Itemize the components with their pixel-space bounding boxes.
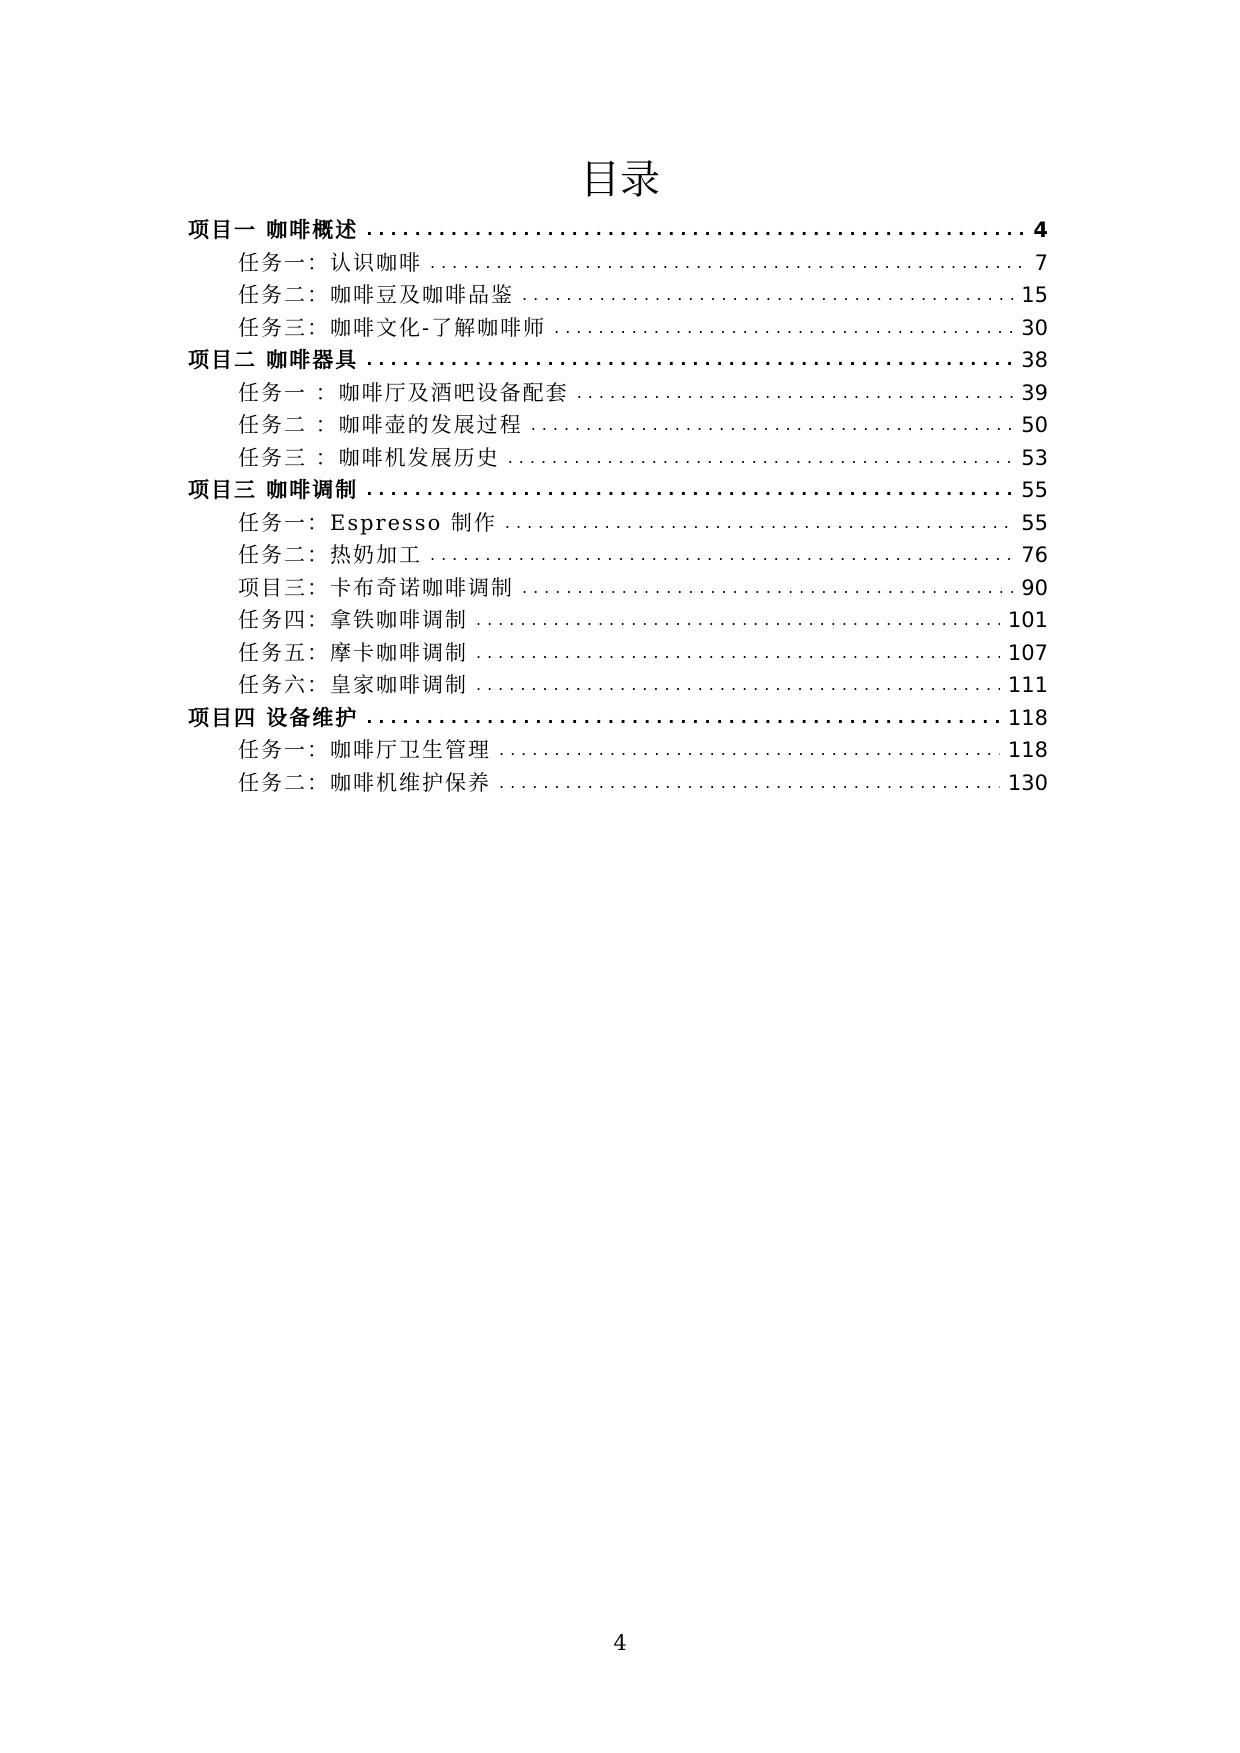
toc-entry-label: 任务二：咖啡豆及咖啡品鉴 [238, 283, 514, 308]
toc-entry-project-1[interactable] [188, 214, 1048, 247]
toc-entry-page: 118 [1007, 738, 1048, 763]
dot-leader [499, 767, 1000, 799]
toc-entry-page: 55 [1021, 510, 1048, 535]
toc-entry-page: 4 [1033, 218, 1048, 243]
toc-entry-label: 任务四：拿铁咖啡调制 [238, 608, 468, 633]
toc-entry-task[interactable] [188, 409, 1048, 442]
dot-leader [366, 344, 1013, 376]
toc-entry-page: 107 [1007, 640, 1048, 665]
toc-entry-label: 项目四 设备维护 [188, 704, 359, 730]
dot-leader [366, 702, 1000, 734]
toc-entry-label: 任务一：认识咖啡 [238, 250, 422, 275]
toc-entry-label: 项目一 咖啡概述 [188, 217, 359, 243]
toc-entry-project-4[interactable] [188, 702, 1048, 735]
toc-entry-label: 任务三 ：咖啡机发展历史 [238, 445, 500, 470]
toc-entry-page: 38 [1021, 348, 1048, 373]
toc-entry-label: 任务五：摩卡咖啡调制 [238, 640, 468, 665]
toc-entry-page: 90 [1021, 575, 1048, 600]
toc-entry-page: 118 [1007, 705, 1048, 730]
dot-leader [476, 669, 1000, 701]
dot-leader [554, 312, 1013, 344]
toc-entry-label: 任务三：咖啡文化-了解咖啡师 [238, 315, 547, 340]
dot-leader [499, 734, 1000, 766]
toc-entry-task[interactable] [188, 604, 1048, 637]
toc-entry-task[interactable] [188, 539, 1048, 572]
toc-entry-page: 7 [1034, 250, 1048, 275]
dot-leader [430, 539, 1013, 571]
dot-leader [522, 572, 1013, 604]
toc-entry-task[interactable] [188, 572, 1048, 605]
dot-leader [366, 474, 1013, 506]
page-number: 4 [613, 1631, 627, 1655]
toc-entry-label: 任务一 ：咖啡厅及酒吧设备配套 [238, 380, 569, 405]
toc-entry-page: 130 [1007, 770, 1048, 795]
toc-entry-task[interactable] [188, 637, 1048, 670]
toc-entry-label: 任务二：热奶加工 [238, 543, 422, 568]
table-of-contents [188, 214, 1048, 799]
toc-entry-task[interactable] [188, 442, 1048, 475]
toc-entry-page: 55 [1021, 478, 1048, 503]
dot-leader [505, 507, 1013, 539]
dot-leader [577, 377, 1014, 409]
toc-entry-label: 任务六：皇家咖啡调制 [238, 673, 468, 698]
toc-entry-page: 53 [1021, 445, 1048, 470]
toc-entry-page: 76 [1021, 543, 1048, 568]
dot-leader [476, 604, 1000, 636]
dot-leader [531, 409, 1014, 441]
toc-entry-page: 101 [1007, 608, 1048, 633]
toc-entry-task[interactable] [188, 734, 1048, 767]
toc-entry-project-2[interactable] [188, 344, 1048, 377]
dot-leader [522, 279, 1013, 311]
toc-entry-task[interactable] [188, 669, 1048, 702]
dot-leader [476, 637, 1000, 669]
toc-entry-task[interactable] [188, 507, 1048, 540]
toc-entry-page: 50 [1021, 413, 1048, 438]
dot-leader [508, 442, 1014, 474]
toc-entry-task[interactable] [188, 247, 1048, 280]
toc-entry-page: 39 [1021, 380, 1048, 405]
toc-entry-label: 项目三：卡布奇诺咖啡调制 [238, 575, 514, 600]
toc-entry-label: 任务二 ：咖啡壶的发展过程 [238, 413, 523, 438]
toc-entry-page: 111 [1007, 673, 1048, 698]
dot-leader [366, 214, 1025, 246]
toc-entry-label: 任务二：咖啡机维护保养 [238, 770, 491, 795]
toc-entry-label: 任务一：咖啡厅卫生管理 [238, 738, 491, 763]
toc-entry-page: 30 [1021, 315, 1048, 340]
dot-leader [430, 247, 1027, 279]
toc-entry-project-3[interactable] [188, 474, 1048, 507]
toc-entry-task[interactable] [188, 377, 1048, 410]
toc-entry-label: 项目二 咖啡器具 [188, 347, 359, 373]
toc-entry-task[interactable] [188, 312, 1048, 345]
toc-entry-task[interactable] [188, 767, 1048, 800]
page-title: 目录 [580, 157, 660, 203]
toc-entry-label: 项目三 咖啡调制 [188, 477, 359, 503]
toc-entry-page: 15 [1021, 283, 1048, 308]
toc-entry-label: 任务一：Espresso 制作 [238, 510, 497, 535]
toc-entry-task[interactable] [188, 279, 1048, 312]
